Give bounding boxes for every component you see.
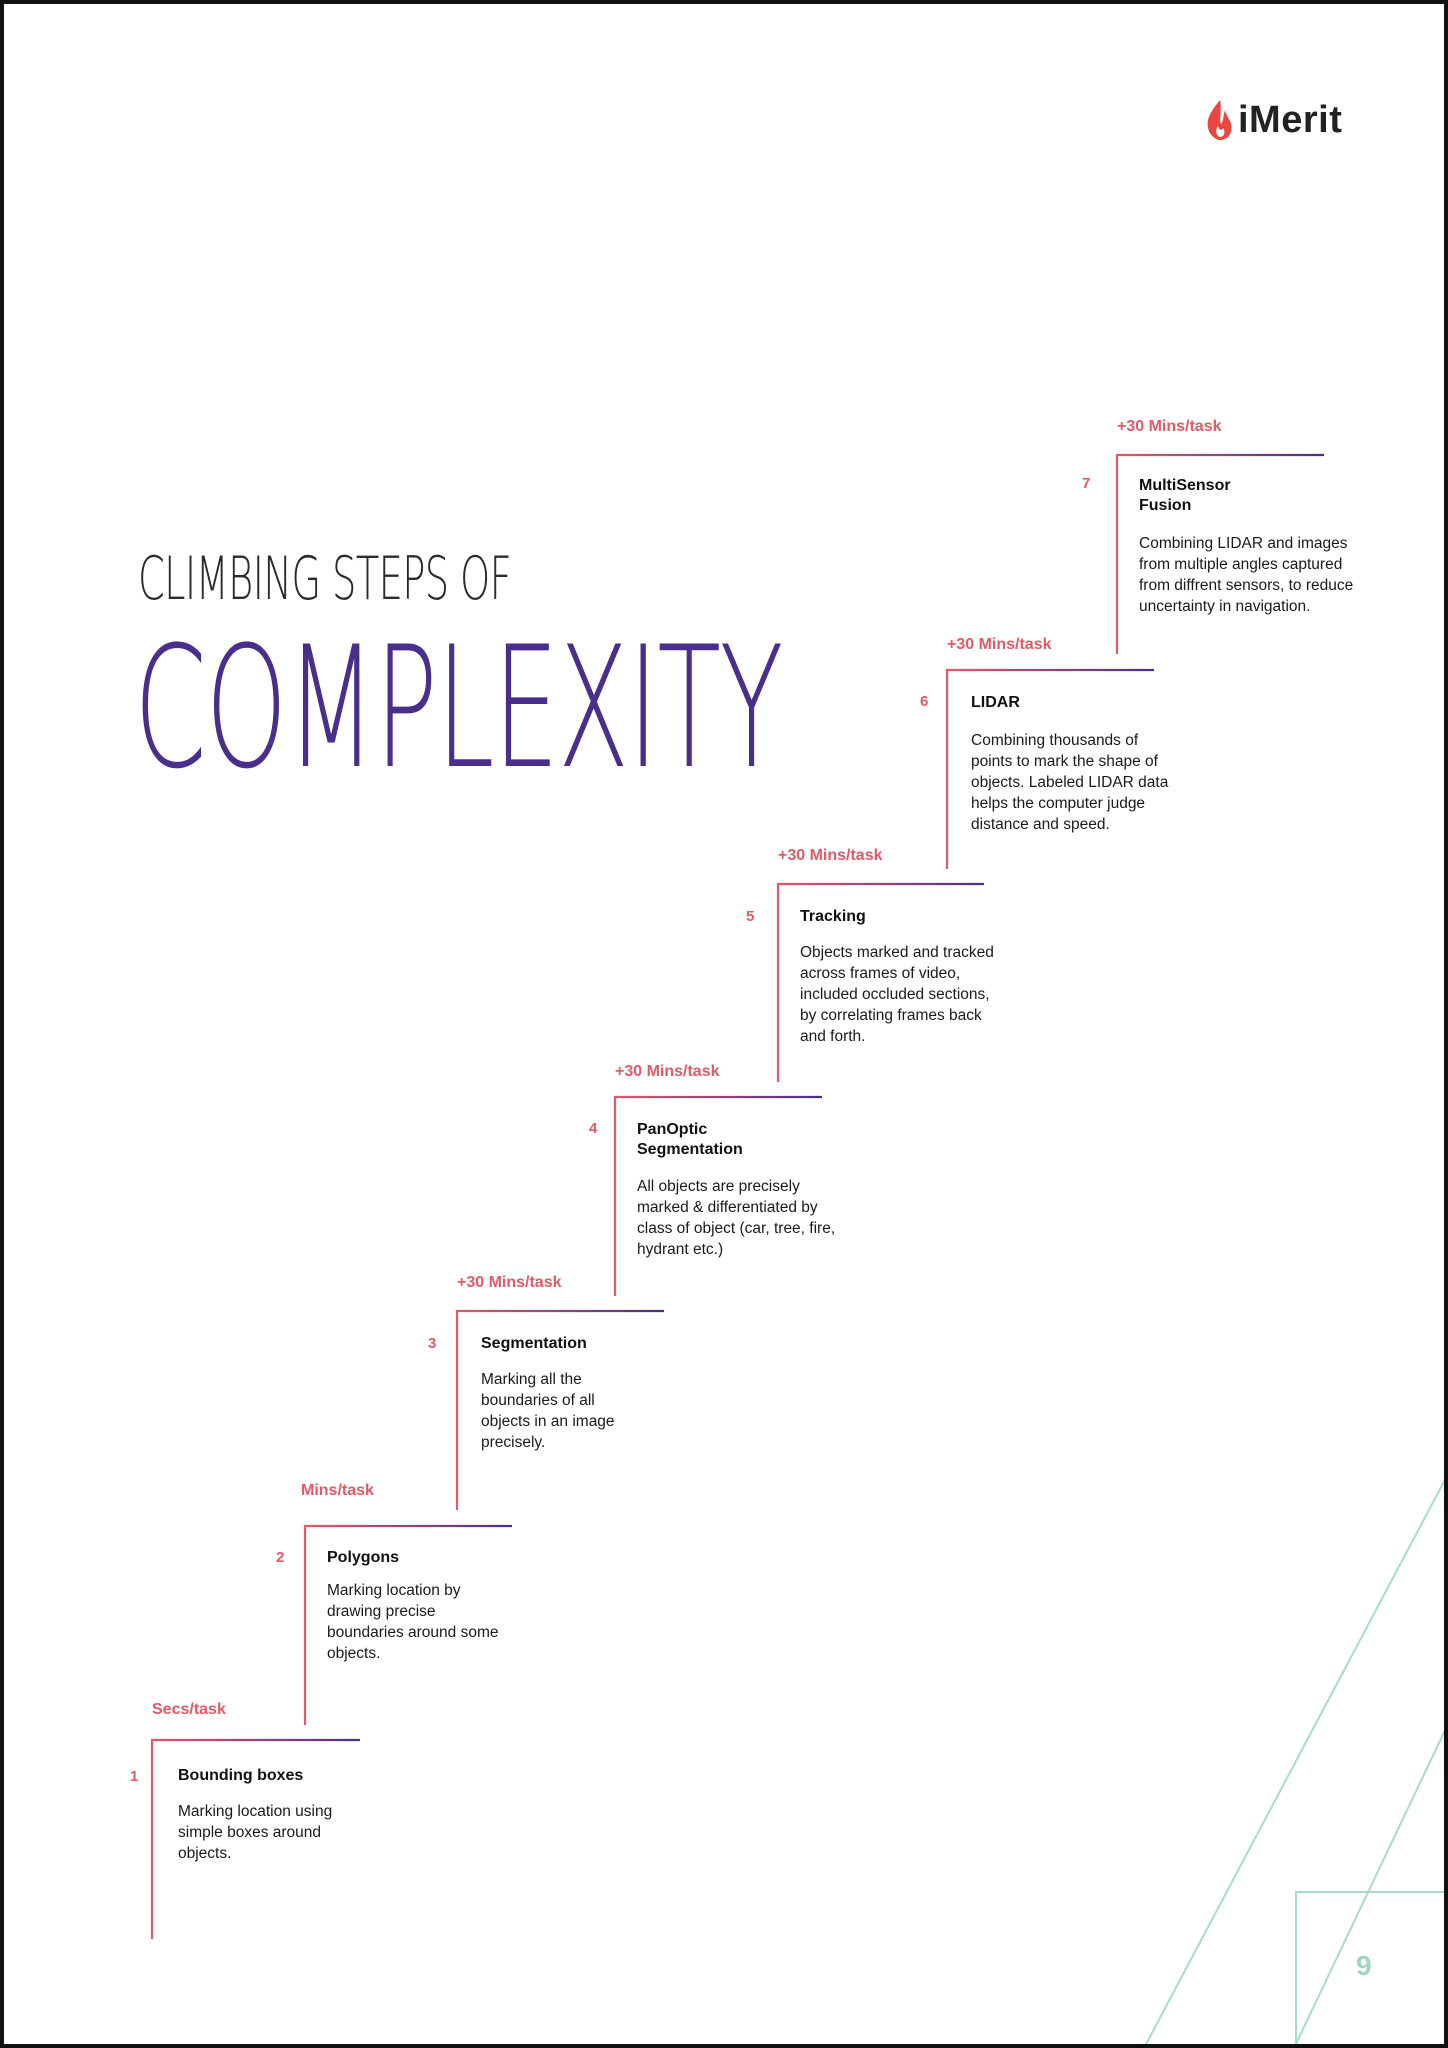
step-number: 3 xyxy=(428,1335,437,1352)
step-time-label: +30 Mins/task xyxy=(947,636,1052,653)
step-time-label: +30 Mins/task xyxy=(1117,418,1222,435)
step-description: Objects marked and tracked across frames of video, included occluded sections, by correlating frames back and forth. xyxy=(800,944,994,1045)
step-title: MultiSensor Fusion xyxy=(1139,477,1231,514)
step-title: Bounding boxes xyxy=(178,1767,304,1784)
step-number: 4 xyxy=(589,1120,598,1137)
step-number: 6 xyxy=(920,693,929,710)
step-time-label: +30 Mins/task xyxy=(615,1063,720,1080)
step-number: 1 xyxy=(130,1768,139,1785)
step-title: Polygons xyxy=(327,1549,400,1566)
step-number: 7 xyxy=(1082,475,1091,492)
step-description: Combining thousands of points to mark the shape of objects. Labeled LIDAR data helps the computer judge distance and speed. xyxy=(971,732,1169,833)
step-title: PanOptic Segmentation xyxy=(637,1121,743,1158)
step-description: Marking location by drawing precise boundaries around some objects. xyxy=(327,1582,499,1662)
step-title: Segmentation xyxy=(481,1335,587,1352)
step-time-label: +30 Mins/task xyxy=(457,1274,562,1291)
step-time-label: Secs/task xyxy=(152,1701,226,1718)
step-number: 2 xyxy=(276,1549,285,1566)
step-time-label: Mins/task xyxy=(301,1482,374,1499)
step-description: Combining LIDAR and images from multiple angles captured from diffrent sensors, to reduce uncertainty in navigation. xyxy=(1139,535,1354,615)
brand-name: iMerit xyxy=(1238,98,1343,141)
title-line-2: COMPLEXITY xyxy=(134,610,783,806)
title-line-1: CLIMBING STEPS OF xyxy=(138,544,512,614)
step-description: Marking all the boundaries of all objects in an image precisely. xyxy=(481,1371,615,1451)
step-description: Marking location using simple boxes around objects. xyxy=(178,1803,333,1862)
step-description: All objects are precisely marked & differentiated by class of object (car, tree, fire, hydrant etc.) xyxy=(637,1178,836,1258)
corner-decoration xyxy=(1144,1474,1448,2048)
page-number: 9 xyxy=(1356,1950,1372,1981)
step-title: Tracking xyxy=(800,908,866,925)
step-time-label: +30 Mins/task xyxy=(778,847,883,864)
step-title: LIDAR xyxy=(971,694,1020,711)
step-number: 5 xyxy=(746,908,755,925)
staircase-graphic xyxy=(4,4,1448,2048)
